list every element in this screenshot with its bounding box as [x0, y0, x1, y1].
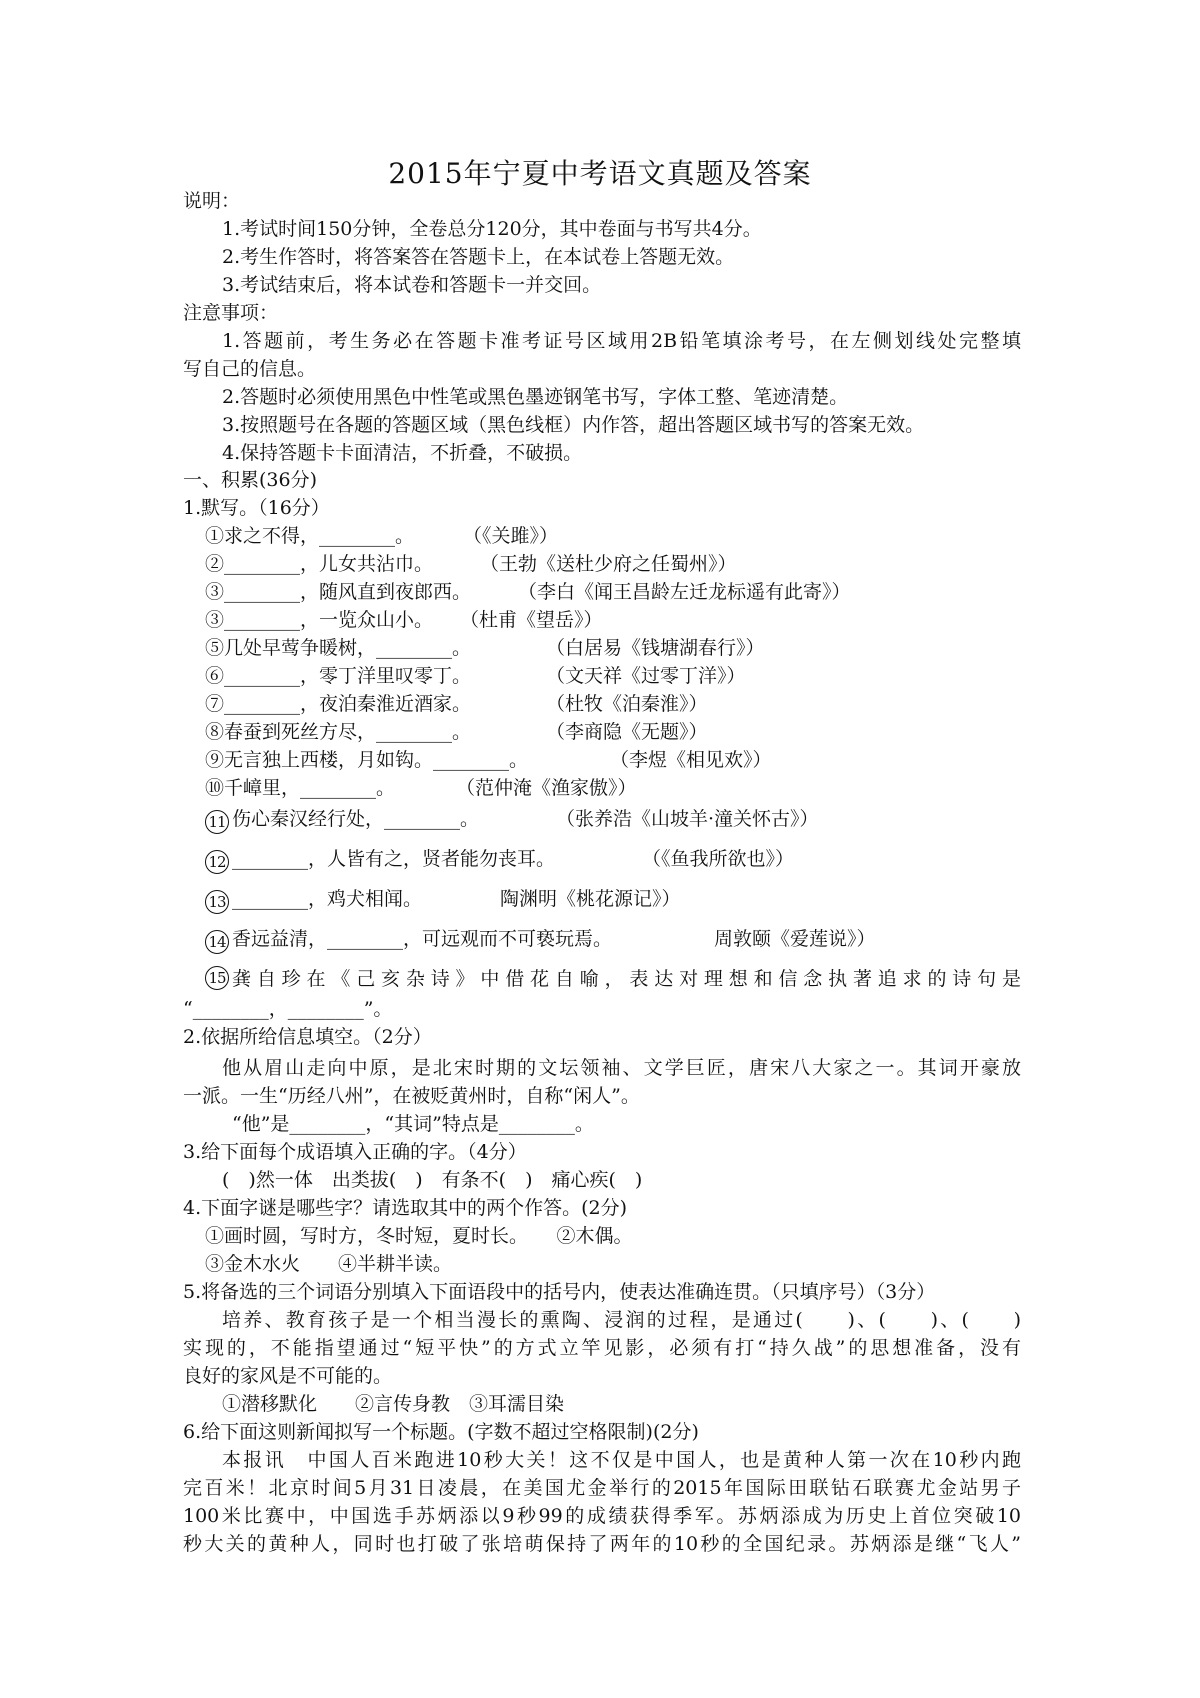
- q1-line-text: ________，鸡犬相闻。: [232, 888, 423, 910]
- zhuyi-item-3: 3.按照题号在各题的答题区域（黑色线框）内作答，超出答题区域书写的答案无效。: [222, 414, 925, 436]
- q2-fill-line: “他”是________，“其词”特点是________。: [232, 1113, 594, 1135]
- q1-line-text: ________，人皆有之，贤者能勿丧耳。: [232, 848, 556, 870]
- q3-idioms: ( )然一体 出类拔( ) 有条不( ) 痛心疾( ): [222, 1169, 643, 1191]
- q1-line-text: ⑩千嶂里，________。: [205, 777, 396, 799]
- q4-riddles-line2: ③金木水火 ④半耕半读。: [205, 1253, 453, 1275]
- zhuyi-item-1-line1: 1.答题前，考生务必在答题卡准考证号区域用2B铅笔填涂考号，在左侧划线处完整填: [222, 330, 1021, 352]
- q1-heading: 1.默写。（16分）: [183, 497, 330, 519]
- q1-line-text: 伤心秦汉经行处，________。: [232, 808, 480, 830]
- circled-number: 15: [205, 966, 229, 990]
- q1-line-cite: （张养浩《山坡羊·潼关怀古》）: [556, 808, 819, 830]
- zhuyi-item-1-line2: 写自己的信息。: [183, 358, 317, 380]
- q6-heading: 6.给下面这则新闻拟写一个标题。(字数不超过空格限制)(2分): [183, 1421, 699, 1443]
- q1-line-cite: （李商隐《无题》）: [546, 721, 708, 743]
- q1-line-cite: （王勃《送杜少府之任蜀州》）: [480, 553, 737, 575]
- q1-item-15-text: 龚自珍在《己亥杂诗》中借花自喻，表达对理想和信念执著追求的诗句是: [232, 968, 1021, 990]
- q1-line-cite: （白居易《钱塘湖春行》）: [546, 637, 765, 659]
- zhuyi-item-2: 2.答题时必须使用黑色中性笔或黑色墨迹钢笔书写，字体工整、笔迹清楚。: [222, 386, 849, 408]
- q6-news-line1: 本报讯 中国人百米跑进10秒大关！这不仅是中国人，也是黄种人第一次在10秒内跑: [222, 1449, 1021, 1471]
- q1-circled-line: [205, 926, 612, 954]
- q1-line-cite: （《关雎》）: [463, 525, 559, 547]
- q1-line-text: ⑨无言独上西楼，月如钩。________。: [205, 749, 529, 771]
- q1-item-15-line1: [205, 966, 1021, 992]
- q1-line-cite: （李白《闻王昌龄左迁龙标遥有此寄》）: [518, 581, 851, 603]
- q1-line-text: ③________，随风直到夜郎西。: [205, 581, 472, 603]
- shuoming-item-1: 1.考试时间150分钟，全卷总分120分，其中卷面与书写共4分。: [222, 218, 762, 240]
- q1-line-cite: 周敦颐《爱莲说》）: [714, 928, 876, 950]
- shuoming-item-3: 3.考试结束后，将本试卷和答题卡一并交回。: [222, 274, 602, 296]
- shuoming-item-2: 2.考生作答时，将答案答在答题卡上，在本试卷上答题无效。: [222, 246, 735, 268]
- q5-paragraph-line1: 培养、教育孩子是一个相当漫长的熏陶、浸润的过程，是通过( )、( )、( ): [222, 1309, 1021, 1331]
- section-heading: 一、积累(36分): [183, 469, 318, 491]
- q1-line-text: 香远益清，________，可远观而不可亵玩焉。: [232, 928, 613, 950]
- q2-paragraph-line1: 他从眉山走向中原，是北宋时期的文坛领袖、文学巨匠，唐宋八大家之一。其词开豪放: [222, 1057, 1021, 1079]
- q6-news-line3: 100米比赛中，中国选手苏炳添以9秒99的成绩获得季军。苏炳添成为历史上首位突破10: [183, 1505, 1021, 1527]
- q1-line-text: ⑥________，零丁洋里叹零丁。: [205, 665, 472, 687]
- q1-circled-line: [205, 886, 422, 914]
- q6-news-line2: 完百米！北京时间5月31日凌晨，在美国尤金举行的2015年国际田联钻石联赛尤金站男子: [183, 1477, 1021, 1499]
- q3-heading: 3.给下面每个成语填入正确的字。（4分）: [183, 1141, 527, 1163]
- q1-line-cite: （李煜《相见欢》）: [610, 749, 772, 771]
- q1-line-cite: （文天祥《过零丁洋》）: [546, 665, 746, 687]
- q5-paragraph-line2: 实现的，不能指望通过“短平快”的方式立竿见影，必须有打“持久战”的思想准备，没有: [183, 1337, 1021, 1359]
- q1-circled-line: [205, 846, 555, 874]
- q1-line-text: ②________，儿女共沾巾。: [205, 553, 434, 575]
- q6-news-line4: 秒大关的黄种人，同时也打破了张培萌保持了两年的10秒的全国纪录。苏炳添是继“飞人”: [183, 1533, 1021, 1555]
- q5-heading: 5.将备选的三个词语分别填入下面语段中的括号内，使表达准确连贯。（只填序号）（3分）: [183, 1281, 936, 1303]
- q5-paragraph-line3: 良好的家风是不可能的。: [183, 1365, 393, 1387]
- circled-number: 12: [205, 850, 229, 874]
- q1-line-text: ⑤几处早莺争暖树，________。: [205, 637, 472, 659]
- q1-line-cite: （《鱼我所欲也》）: [642, 848, 795, 870]
- q1-line-cite: （杜牧《泊秦淮》）: [546, 693, 708, 715]
- q1-line-text: ⑦________，夜泊秦淮近酒家。: [205, 693, 472, 715]
- q5-options: ①潜移默化 ②言传身教 ③耳濡目染: [222, 1393, 565, 1415]
- q4-riddles-line1: ①画时圆，写时方，冬时短，夏时长。 ②木偶。: [205, 1225, 633, 1247]
- q1-line-cite: （杜甫《望岳》）: [460, 609, 603, 631]
- q1-circled-line: [205, 806, 479, 834]
- q2-heading: 2.依据所给信息填空。（2分）: [183, 1026, 432, 1048]
- circled-number: 11: [205, 810, 229, 834]
- q2-paragraph-line2: 一派。一生“历经八州”，在被贬黄州时，自称“闲人”。: [183, 1085, 640, 1107]
- circled-number: 14: [205, 930, 229, 954]
- q1-line-text: ⑧春蚕到死丝方尽，________。: [205, 721, 472, 743]
- q4-heading: 4.下面字谜是哪些字？请选取其中的两个作答。(2分): [183, 1197, 628, 1219]
- q1-line-text: ③________，一览众山小。: [205, 609, 434, 631]
- q1-line-cite: 陶渊明《桃花源记》）: [500, 888, 681, 910]
- q1-line-text: ①求之不得，________。: [205, 525, 415, 547]
- page-title: 2015年宁夏中考语文真题及答案: [388, 157, 812, 190]
- circled-number: 13: [205, 890, 229, 914]
- zhuyi-item-4: 4.保持答题卡卡面清洁，不折叠，不破损。: [222, 442, 583, 464]
- shuoming-heading: 说明：: [183, 190, 241, 212]
- q1-item-15-line2: “________，________”。: [183, 998, 393, 1020]
- q1-line-cite: （范仲淹《渔家傲》）: [456, 777, 637, 799]
- zhuyi-heading: 注意事项：: [183, 302, 279, 324]
